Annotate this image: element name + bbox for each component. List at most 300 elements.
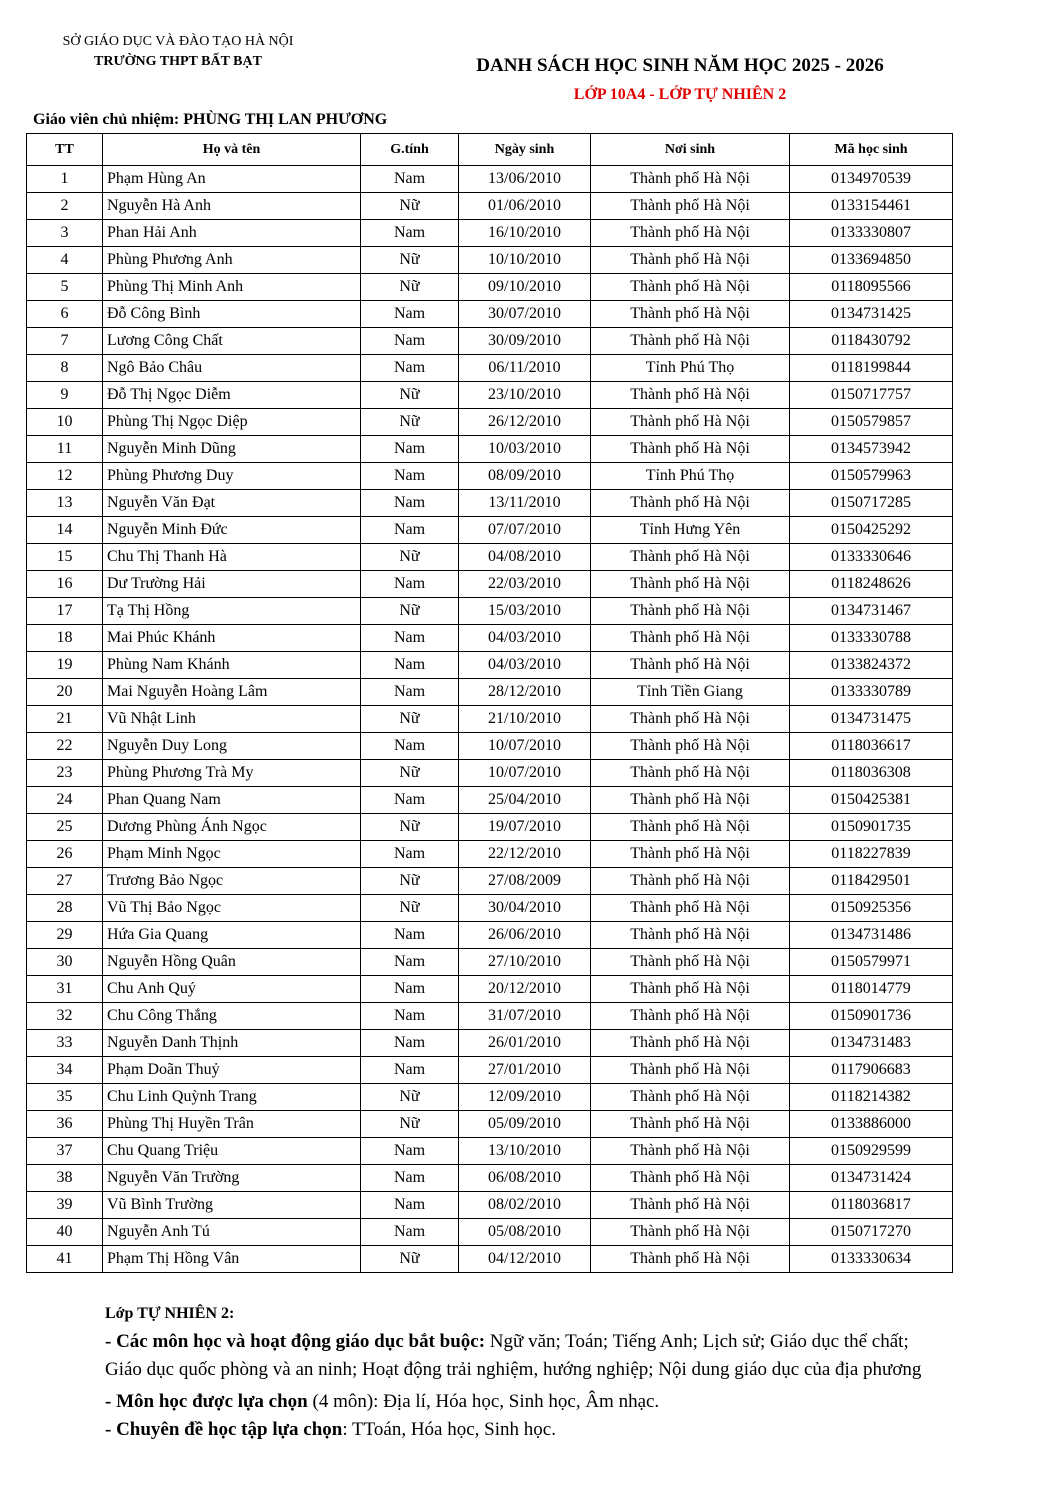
table-header-row (27, 134, 953, 166)
table-row (27, 598, 953, 625)
table-row (27, 436, 953, 463)
compulsory-label: - Các môn học và hoạt động giáo dục bắt buộc: (105, 1331, 486, 1352)
gender: Nam (361, 922, 459, 949)
table-row (27, 814, 953, 841)
birth-date: 27/08/2009 (459, 868, 591, 895)
gender: Nam (361, 220, 459, 247)
row-number: 2 (27, 193, 103, 220)
row-number: 26 (27, 841, 103, 868)
gender: Nữ (361, 598, 459, 625)
gender: Nữ (361, 760, 459, 787)
birth-place: Tỉnh Tiền Giang (591, 679, 790, 706)
birth-date: 12/09/2010 (459, 1084, 591, 1111)
table-row (27, 247, 953, 274)
birth-date: 01/06/2010 (459, 193, 591, 220)
birth-place: Thành phố Hà Nội (591, 193, 790, 220)
birth-place: Thành phố Hà Nội (591, 895, 790, 922)
birth-place: Thành phố Hà Nội (591, 976, 790, 1003)
row-number: 30 (27, 949, 103, 976)
birth-date: 23/10/2010 (459, 382, 591, 409)
table-row (27, 328, 953, 355)
student-id: 0133330634 (790, 1246, 953, 1273)
row-number: 25 (27, 814, 103, 841)
row-number: 12 (27, 463, 103, 490)
gender: Nam (361, 436, 459, 463)
birth-date: 30/09/2010 (459, 328, 591, 355)
homeroom-teacher: Giáo viên chủ nhiệm: PHÙNG THỊ LAN PHƯƠNG (33, 111, 388, 128)
row-number: 37 (27, 1138, 103, 1165)
student-id: 0134731486 (790, 922, 953, 949)
gender: Nam (361, 976, 459, 1003)
column-header: Ngày sinh (459, 134, 591, 166)
student-name: Hứa Gia Quang (103, 922, 361, 949)
row-number: 6 (27, 301, 103, 328)
birth-place: Tỉnh Phú Thọ (591, 463, 790, 490)
row-number: 20 (27, 679, 103, 706)
curriculum-notes (105, 1300, 945, 1444)
student-id: 0134731425 (790, 301, 953, 328)
student-name: Phùng Thị Minh Anh (103, 274, 361, 301)
student-name: Mai Nguyễn Hoàng Lâm (103, 679, 361, 706)
table-row (27, 1084, 953, 1111)
table-row (27, 1246, 953, 1273)
student-id: 0134731424 (790, 1165, 953, 1192)
table-row (27, 517, 953, 544)
row-number: 15 (27, 544, 103, 571)
row-number: 35 (27, 1084, 103, 1111)
student-id: 0118248626 (790, 571, 953, 598)
department-name: SỞ GIÁO DỤC VÀ ĐÀO TẠO HÀ NỘI (62, 34, 294, 49)
student-id: 0150425381 (790, 787, 953, 814)
birth-place: Thành phố Hà Nội (591, 1111, 790, 1138)
gender: Nam (361, 355, 459, 382)
gender: Nam (361, 949, 459, 976)
student-name: Trương Bảo Ngọc (103, 868, 361, 895)
birth-place: Thành phố Hà Nội (591, 1003, 790, 1030)
student-id: 0150579857 (790, 409, 953, 436)
table-row (27, 976, 953, 1003)
student-id: 0150901736 (790, 1003, 953, 1030)
birth-date: 25/04/2010 (459, 787, 591, 814)
gender: Nữ (361, 193, 459, 220)
student-name: Chu Quang Triệu (103, 1138, 361, 1165)
student-id: 0118199844 (790, 355, 953, 382)
student-id: 0150901735 (790, 814, 953, 841)
birth-date: 13/06/2010 (459, 166, 591, 193)
student-name: Nguyễn Anh Tú (103, 1219, 361, 1246)
table-row (27, 166, 953, 193)
student-name: Phan Quang Nam (103, 787, 361, 814)
elective-label: - Môn học được lựa chọn (105, 1391, 308, 1412)
gender: Nam (361, 787, 459, 814)
row-number: 11 (27, 436, 103, 463)
student-id: 0133330788 (790, 625, 953, 652)
table-row (27, 1030, 953, 1057)
gender: Nam (361, 1003, 459, 1030)
gender: Nam (361, 328, 459, 355)
notes-heading: Lớp TỰ NHIÊN 2: (105, 1305, 235, 1322)
birth-date: 31/07/2010 (459, 1003, 591, 1030)
table-row (27, 841, 953, 868)
student-name: Lương Công Chất (103, 328, 361, 355)
student-id: 0150929599 (790, 1138, 953, 1165)
table-row (27, 679, 953, 706)
student-name: Đỗ Công Bình (103, 301, 361, 328)
student-id: 0118036817 (790, 1192, 953, 1219)
row-number: 28 (27, 895, 103, 922)
birth-date: 04/08/2010 (459, 544, 591, 571)
student-id: 0150925356 (790, 895, 953, 922)
row-number: 24 (27, 787, 103, 814)
gender: Nữ (361, 1111, 459, 1138)
birth-place: Thành phố Hà Nội (591, 1192, 790, 1219)
gender: Nam (361, 841, 459, 868)
gender: Nam (361, 1192, 459, 1219)
student-name: Vũ Nhật Linh (103, 706, 361, 733)
birth-date: 27/10/2010 (459, 949, 591, 976)
student-id: 0150579971 (790, 949, 953, 976)
birth-date: 28/12/2010 (459, 679, 591, 706)
birth-date: 19/07/2010 (459, 814, 591, 841)
row-number: 19 (27, 652, 103, 679)
student-id: 0118095566 (790, 274, 953, 301)
row-number: 31 (27, 976, 103, 1003)
row-number: 36 (27, 1111, 103, 1138)
student-id: 0118227839 (790, 841, 953, 868)
birth-date: 16/10/2010 (459, 220, 591, 247)
table-row (27, 301, 953, 328)
birth-place: Thành phố Hà Nội (591, 166, 790, 193)
compulsory-subjects (105, 1328, 945, 1388)
student-id: 0118430792 (790, 328, 953, 355)
birth-place: Thành phố Hà Nội (591, 301, 790, 328)
birth-place: Thành phố Hà Nội (591, 1030, 790, 1057)
gender: Nữ (361, 409, 459, 436)
student-id: 0133886000 (790, 1111, 953, 1138)
table-row (27, 274, 953, 301)
row-number: 14 (27, 517, 103, 544)
birth-place: Thành phố Hà Nội (591, 652, 790, 679)
student-name: Dư Trường Hải (103, 571, 361, 598)
birth-date: 10/03/2010 (459, 436, 591, 463)
table-body (27, 166, 953, 1273)
row-number: 22 (27, 733, 103, 760)
row-number: 9 (27, 382, 103, 409)
row-number: 23 (27, 760, 103, 787)
birth-date: 04/03/2010 (459, 625, 591, 652)
student-name: Nguyễn Duy Long (103, 733, 361, 760)
gender: Nam (361, 166, 459, 193)
student-id: 0133330789 (790, 679, 953, 706)
row-number: 40 (27, 1219, 103, 1246)
student-name: Phùng Phương Duy (103, 463, 361, 490)
birth-date: 10/07/2010 (459, 733, 591, 760)
birth-place: Thành phố Hà Nội (591, 733, 790, 760)
birth-place: Thành phố Hà Nội (591, 544, 790, 571)
birth-place: Thành phố Hà Nội (591, 598, 790, 625)
birth-date: 30/07/2010 (459, 301, 591, 328)
birth-place: Thành phố Hà Nội (591, 1138, 790, 1165)
gender: Nam (361, 652, 459, 679)
student-name: Nguyễn Hà Anh (103, 193, 361, 220)
student-name: Đỗ Thị Ngọc Diễm (103, 382, 361, 409)
gender: Nữ (361, 895, 459, 922)
birth-place: Thành phố Hà Nội (591, 436, 790, 463)
gender: Nam (361, 1057, 459, 1084)
school-name: TRƯỜNG THPT BẤT BẠT (94, 54, 262, 69)
birth-date: 05/09/2010 (459, 1111, 591, 1138)
student-id: 0134731483 (790, 1030, 953, 1057)
table-row (27, 922, 953, 949)
table-row (27, 355, 953, 382)
student-name: Nguyễn Hồng Quân (103, 949, 361, 976)
birth-date: 07/07/2010 (459, 517, 591, 544)
row-number: 10 (27, 409, 103, 436)
birth-date: 08/09/2010 (459, 463, 591, 490)
elective-text: (4 môn): Địa lí, Hóa học, Sinh học, Âm nhạc. (307, 1391, 660, 1412)
gender: Nam (361, 1165, 459, 1192)
table-row (27, 1192, 953, 1219)
gender: Nữ (361, 868, 459, 895)
student-name: Mai Phúc Khánh (103, 625, 361, 652)
student-id: 0134731467 (790, 598, 953, 625)
student-id: 0118036308 (790, 760, 953, 787)
birth-date: 27/01/2010 (459, 1057, 591, 1084)
birth-place: Thành phố Hà Nội (591, 868, 790, 895)
birth-date: 15/03/2010 (459, 598, 591, 625)
gender: Nam (361, 517, 459, 544)
student-name: Dương Phùng Ánh Ngọc (103, 814, 361, 841)
birth-date: 05/08/2010 (459, 1219, 591, 1246)
birth-date: 09/10/2010 (459, 274, 591, 301)
birth-date: 13/10/2010 (459, 1138, 591, 1165)
gender: Nữ (361, 1084, 459, 1111)
student-id: 0133330646 (790, 544, 953, 571)
birth-place: Thành phố Hà Nội (591, 490, 790, 517)
birth-date: 26/01/2010 (459, 1030, 591, 1057)
student-id: 0117906683 (790, 1057, 953, 1084)
birth-date: 06/11/2010 (459, 355, 591, 382)
elective-subjects (105, 1388, 945, 1416)
gender: Nam (361, 463, 459, 490)
student-name: Nguyễn Văn Đạt (103, 490, 361, 517)
row-number: 27 (27, 868, 103, 895)
birth-place: Thành phố Hà Nội (591, 571, 790, 598)
table-row (27, 1111, 953, 1138)
student-id: 0150425292 (790, 517, 953, 544)
table-row (27, 949, 953, 976)
table-row (27, 625, 953, 652)
gender: Nữ (361, 247, 459, 274)
student-name: Ngô Bảo Châu (103, 355, 361, 382)
birth-place: Thành phố Hà Nội (591, 760, 790, 787)
class-name: LỚP 10A4 - LỚP TỰ NHIÊN 2 (573, 86, 787, 103)
gender: Nam (361, 733, 459, 760)
row-number: 7 (27, 328, 103, 355)
gender: Nam (361, 301, 459, 328)
birth-date: 20/12/2010 (459, 976, 591, 1003)
student-id: 0134731475 (790, 706, 953, 733)
row-number: 8 (27, 355, 103, 382)
column-header: Mã học sinh (790, 134, 953, 166)
row-number: 13 (27, 490, 103, 517)
birth-date: 26/12/2010 (459, 409, 591, 436)
birth-place: Thành phố Hà Nội (591, 1219, 790, 1246)
student-name: Phạm Doãn Thuỷ (103, 1057, 361, 1084)
student-id: 0150717270 (790, 1219, 953, 1246)
birth-date: 13/11/2010 (459, 490, 591, 517)
birth-place: Thành phố Hà Nội (591, 1084, 790, 1111)
row-number: 39 (27, 1192, 103, 1219)
student-id: 0133330807 (790, 220, 953, 247)
birth-place: Thành phố Hà Nội (591, 409, 790, 436)
table-row (27, 652, 953, 679)
study-topics (105, 1416, 945, 1444)
row-number: 18 (27, 625, 103, 652)
student-name: Vũ Bình Trường (103, 1192, 361, 1219)
page-title: DANH SÁCH HỌC SINH NĂM HỌC 2025 - 2026 (476, 55, 884, 76)
student-name: Phùng Thị Huyền Trân (103, 1111, 361, 1138)
birth-place: Thành phố Hà Nội (591, 706, 790, 733)
row-number: 5 (27, 274, 103, 301)
gender: Nam (361, 490, 459, 517)
student-name: Nguyễn Minh Dũng (103, 436, 361, 463)
birth-date: 06/08/2010 (459, 1165, 591, 1192)
student-name: Nguyễn Danh Thịnh (103, 1030, 361, 1057)
student-id: 0150717757 (790, 382, 953, 409)
birth-date: 10/10/2010 (459, 247, 591, 274)
table-row (27, 1138, 953, 1165)
birth-place: Tỉnh Phú Thọ (591, 355, 790, 382)
birth-date: 08/02/2010 (459, 1192, 591, 1219)
birth-place: Thành phố Hà Nội (591, 922, 790, 949)
topics-text: : TToán, Hóa học, Sinh học. (342, 1419, 556, 1440)
row-number: 29 (27, 922, 103, 949)
table-row (27, 733, 953, 760)
gender: Nữ (361, 544, 459, 571)
table-row (27, 1057, 953, 1084)
student-name: Phùng Nam Khánh (103, 652, 361, 679)
column-header: Họ và tên (103, 134, 361, 166)
student-name: Chu Công Thắng (103, 1003, 361, 1030)
compulsory-text: Ngữ văn; Toán; Tiếng Anh; Lịch sử; Giáo dục thể chất; Giáo dục quốc phòng và an ninh; Hoạt động trải nghiệm, hướng nghiệp; Nội dung giáo dục của địa phương (105, 1331, 922, 1380)
birth-place: Thành phố Hà Nội (591, 220, 790, 247)
column-header: G.tính (361, 134, 459, 166)
birth-date: 04/03/2010 (459, 652, 591, 679)
table-row (27, 490, 953, 517)
student-name: Phạm Thị Hồng Vân (103, 1246, 361, 1273)
student-id: 0150717285 (790, 490, 953, 517)
table-row (27, 409, 953, 436)
student-id: 0134573942 (790, 436, 953, 463)
row-number: 34 (27, 1057, 103, 1084)
student-name: Phan Hải Anh (103, 220, 361, 247)
student-id: 0118014779 (790, 976, 953, 1003)
student-table (26, 133, 953, 1273)
row-number: 38 (27, 1165, 103, 1192)
birth-place: Tỉnh Hưng Yên (591, 517, 790, 544)
student-id: 0133694850 (790, 247, 953, 274)
student-id: 0150579963 (790, 463, 953, 490)
row-number: 21 (27, 706, 103, 733)
student-name: Vũ Thị Bảo Ngọc (103, 895, 361, 922)
birth-place: Thành phố Hà Nội (591, 841, 790, 868)
student-name: Phạm Minh Ngọc (103, 841, 361, 868)
gender: Nam (361, 1138, 459, 1165)
student-name: Tạ Thị Hồng (103, 598, 361, 625)
birth-date: 21/10/2010 (459, 706, 591, 733)
birth-place: Thành phố Hà Nội (591, 382, 790, 409)
birth-place: Thành phố Hà Nội (591, 1246, 790, 1273)
birth-date: 10/07/2010 (459, 760, 591, 787)
table-row (27, 706, 953, 733)
birth-place: Thành phố Hà Nội (591, 247, 790, 274)
table-row (27, 787, 953, 814)
birth-place: Thành phố Hà Nội (591, 1057, 790, 1084)
birth-place: Thành phố Hà Nội (591, 328, 790, 355)
gender: Nam (361, 571, 459, 598)
student-id: 0118429501 (790, 868, 953, 895)
organization-block (28, 34, 328, 70)
student-name: Phùng Thị Ngọc Diệp (103, 409, 361, 436)
gender: Nam (361, 625, 459, 652)
table-row (27, 193, 953, 220)
row-number: 1 (27, 166, 103, 193)
row-number: 32 (27, 1003, 103, 1030)
row-number: 16 (27, 571, 103, 598)
student-name: Nguyễn Minh Đức (103, 517, 361, 544)
student-id: 0118214382 (790, 1084, 953, 1111)
row-number: 4 (27, 247, 103, 274)
gender: Nữ (361, 706, 459, 733)
birth-place: Thành phố Hà Nội (591, 949, 790, 976)
gender: Nam (361, 679, 459, 706)
gender: Nữ (361, 814, 459, 841)
student-name: Phùng Phương Anh (103, 247, 361, 274)
column-header: TT (27, 134, 103, 166)
birth-place: Thành phố Hà Nội (591, 1165, 790, 1192)
row-number: 3 (27, 220, 103, 247)
topics-label: - Chuyên đề học tập lựa chọn (105, 1419, 343, 1440)
birth-place: Thành phố Hà Nội (591, 625, 790, 652)
row-number: 41 (27, 1246, 103, 1273)
gender: Nam (361, 1030, 459, 1057)
column-header: Nơi sinh (591, 134, 790, 166)
student-name: Chu Linh Quỳnh Trang (103, 1084, 361, 1111)
birth-place: Thành phố Hà Nội (591, 814, 790, 841)
student-id: 0118036617 (790, 733, 953, 760)
student-name: Phùng Phương Trà My (103, 760, 361, 787)
student-id: 0133824372 (790, 652, 953, 679)
table-row (27, 760, 953, 787)
table-row (27, 463, 953, 490)
table-row (27, 1165, 953, 1192)
row-number: 17 (27, 598, 103, 625)
gender: Nữ (361, 382, 459, 409)
birth-place: Thành phố Hà Nội (591, 787, 790, 814)
birth-date: 04/12/2010 (459, 1246, 591, 1273)
birth-place: Thành phố Hà Nội (591, 274, 790, 301)
student-id: 0134970539 (790, 166, 953, 193)
table-row (27, 571, 953, 598)
table-row (27, 895, 953, 922)
table-row (27, 382, 953, 409)
birth-date: 30/04/2010 (459, 895, 591, 922)
student-name: Chu Anh Quý (103, 976, 361, 1003)
gender: Nữ (361, 1246, 459, 1273)
table-row (27, 220, 953, 247)
table-row (27, 544, 953, 571)
